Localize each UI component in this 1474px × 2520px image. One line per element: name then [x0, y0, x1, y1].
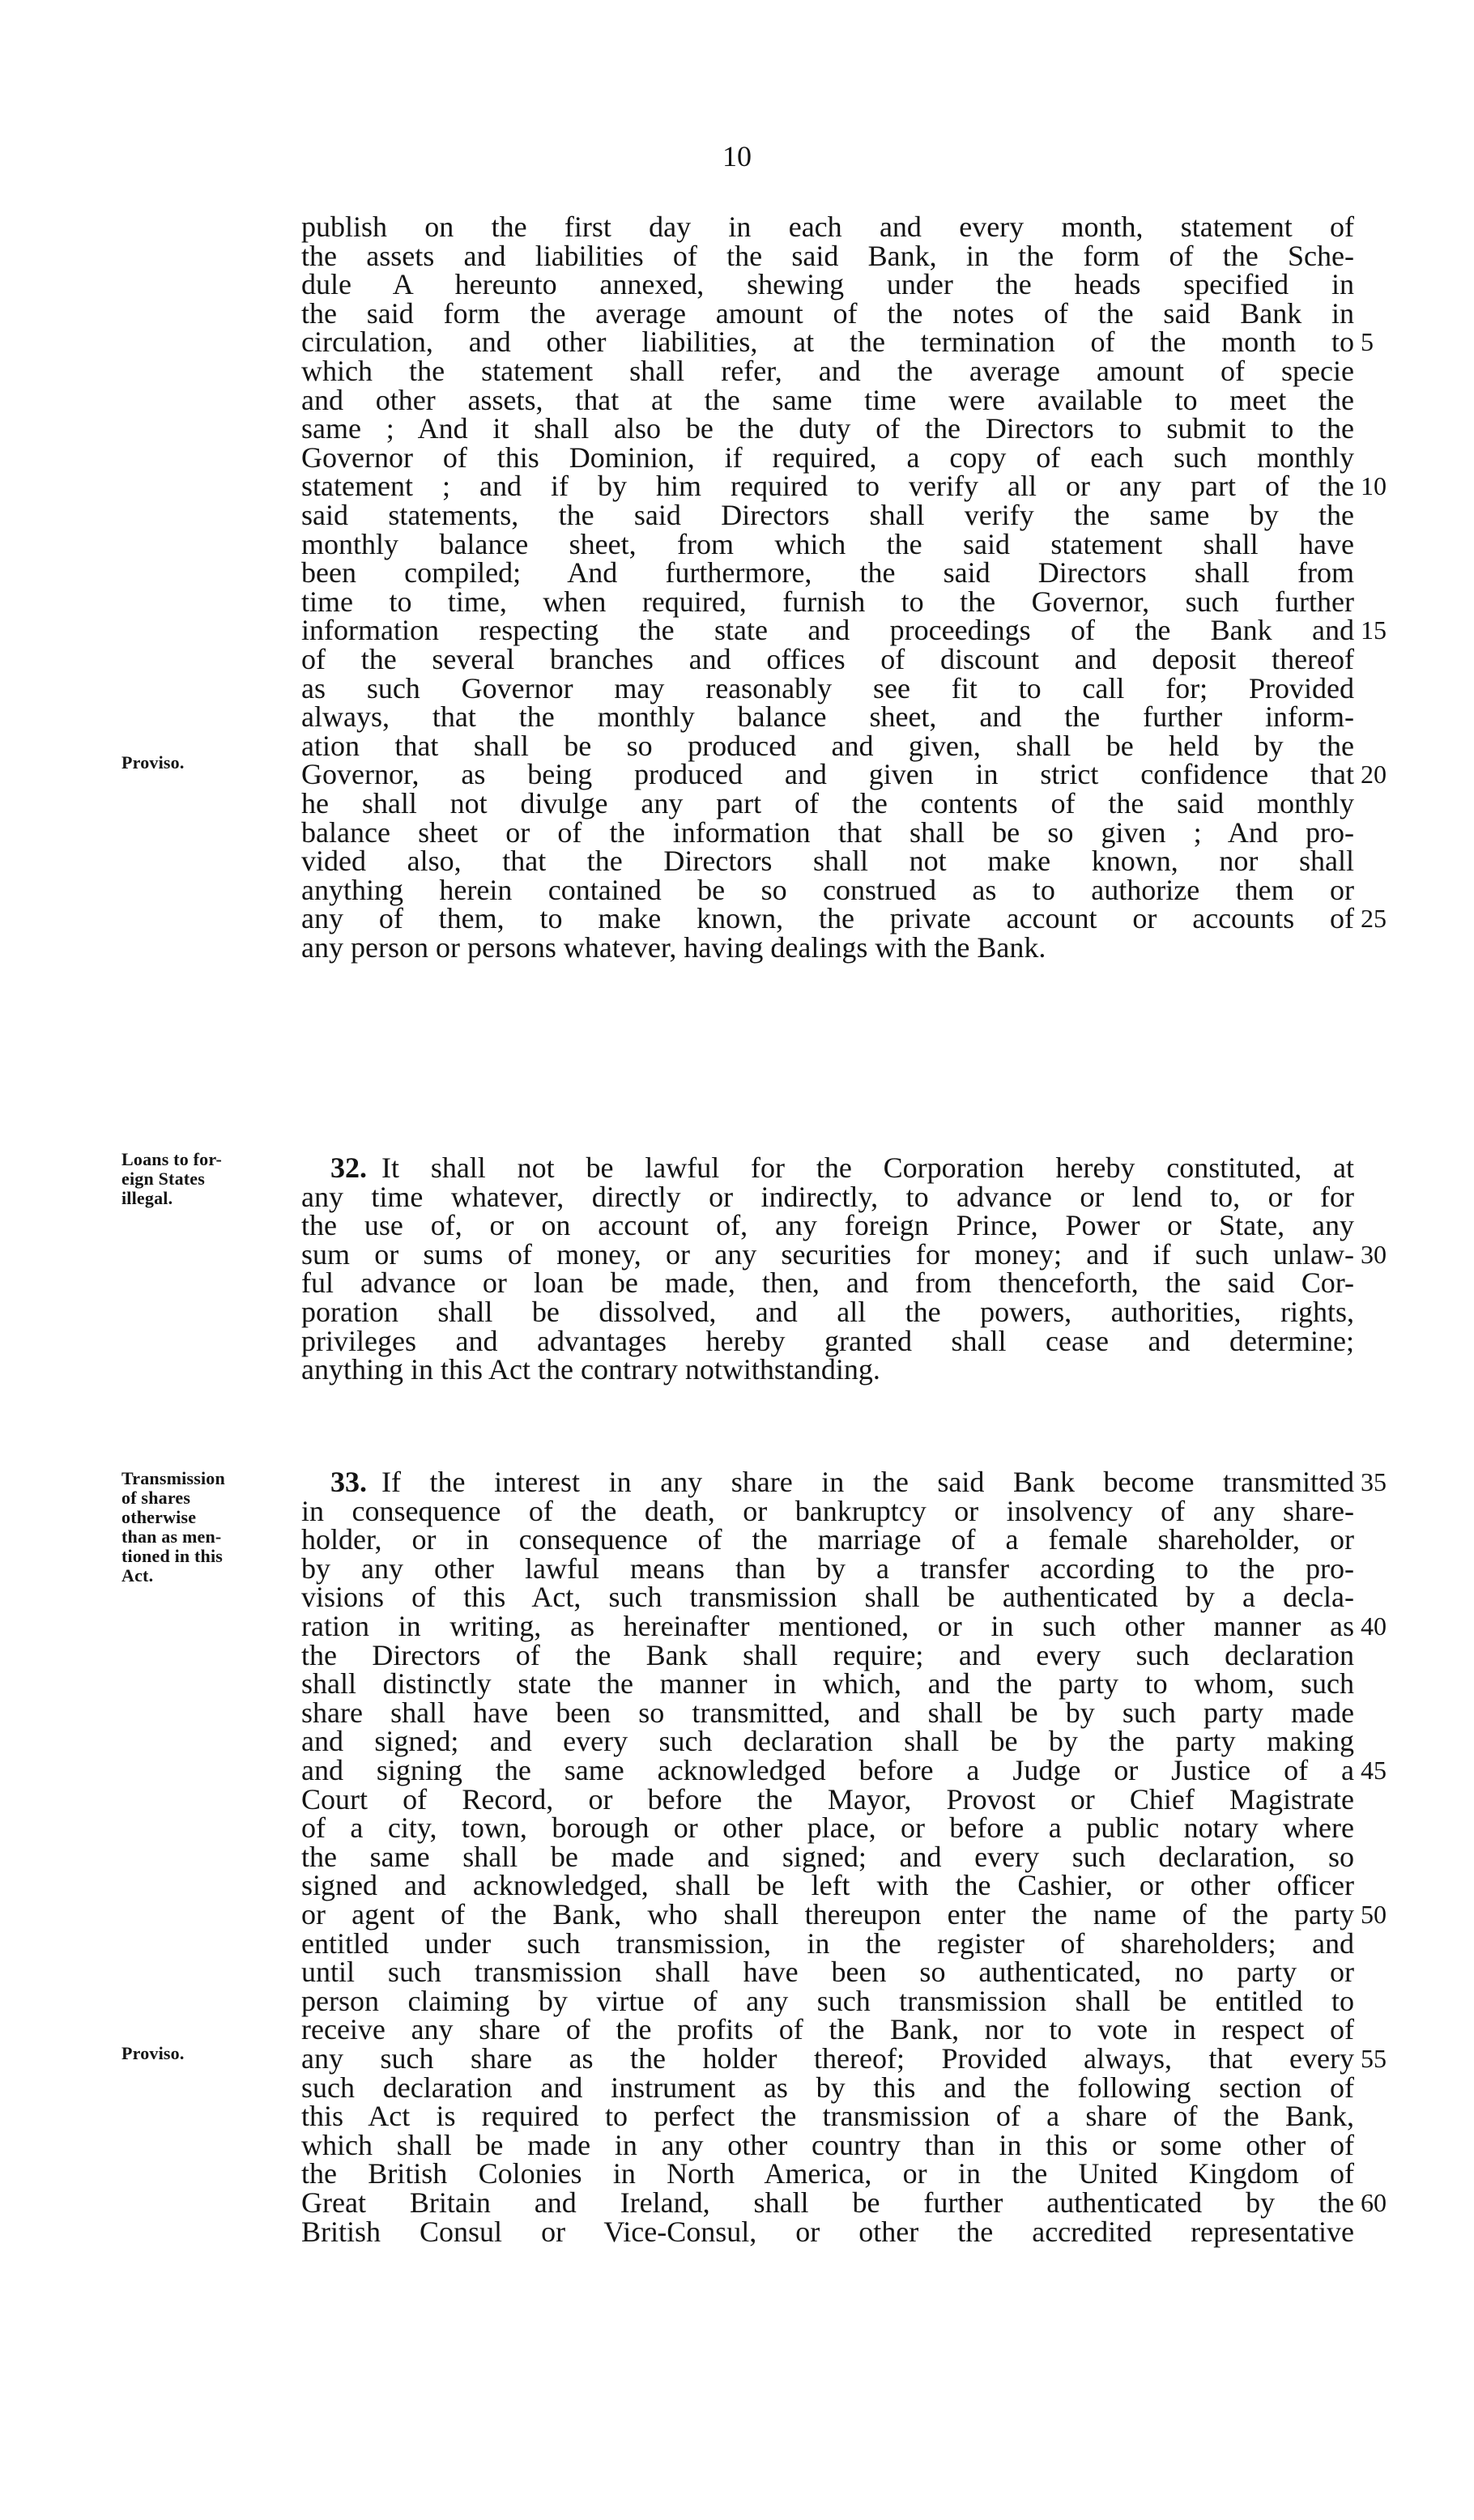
line-number: 25 — [1361, 904, 1387, 933]
text-line: which shall be made in any other country than in this or some other of — [301, 2128, 1354, 2161]
text-line: always, that the monthly balance sheet, and the further inform- — [301, 700, 1354, 734]
text-line: any such share as the holder thereof; Provided always, that every — [301, 2042, 1354, 2075]
text-line: of the several branches and offices of discount and deposit thereof — [301, 643, 1354, 675]
line-number: 40 — [1361, 1611, 1387, 1641]
section-number: 33. — [330, 1466, 367, 1498]
text-line: sum or sums of money, or any securities for money; and if such unlaw- — [301, 1237, 1354, 1271]
text-line: the said form the average amount of the notes of the said Bank in — [301, 296, 1354, 330]
text-line: he shall not divulge any part of the contents of the said monthly — [301, 787, 1354, 819]
section-32 — [301, 1153, 1354, 1388]
text-line: circulation, and other liabilities, at the termination of the month to — [301, 326, 1354, 359]
marginal-note-transmission — [121, 1469, 292, 1586]
text-line: any person or persons whatever, having dealings with the Bank. — [301, 931, 1046, 964]
text-line: this Act is required to perfect the transmission of a share of the Bank, — [301, 2100, 1354, 2133]
section-number: 32. — [330, 1151, 367, 1184]
text-line: Court of Record, or before the Mayor, Provost or Chief Magistrate — [301, 1782, 1354, 1816]
text-line: the British Colonies in North America, or in the United Kingdom of — [301, 2157, 1354, 2190]
text-line: Great Britain and Ireland, shall be further authenticated by the — [301, 2186, 1354, 2219]
marginal-note-line: than as men- — [121, 1526, 222, 1547]
text-line: which the statement shall refer, and the average amount of specie — [301, 355, 1354, 387]
section-33 — [301, 1467, 1354, 2253]
text-line: Governor of this Dominion, if required, a copy of each such monthly — [301, 441, 1354, 474]
text-line: by any other lawful means than by a transfer according to the pro- — [301, 1552, 1354, 1585]
text-line: or agent of the Bank, who shall thereupon enter the name of the party — [301, 1898, 1354, 1930]
marginal-note-line: eign States — [121, 1168, 206, 1189]
text-line — [301, 1153, 1354, 1182]
text-line: publish on the first day in each and every month, statement of — [301, 211, 1354, 243]
text-line: privileges and advantages hereby granted shall cease and determine; — [301, 1324, 1354, 1357]
text-line: been compiled; And furthermore, the said Directors shall from — [301, 556, 1354, 590]
text-line: the use of, or on account of, any foreign Prince, Power or State, any — [301, 1209, 1354, 1242]
text-line: signed and acknowledged, shall be left with the Cashier, or other officer — [301, 1869, 1354, 1902]
text-line: said statements, the said Directors shall verify the same by the — [301, 499, 1354, 531]
marginal-note-line: Transmission — [121, 1468, 225, 1488]
text-line: anything in this Act the contrary notwithstanding. — [301, 1353, 880, 1386]
line-number: 30 — [1361, 1240, 1387, 1269]
text-line: anything herein contained be so construed as to authorize them or — [301, 873, 1354, 906]
text-line: until such transmission shall have been so authenticated, no party or — [301, 1956, 1354, 1989]
marginal-note-line: Loans to for- — [121, 1149, 222, 1169]
text-line: visions of this Act, such transmission shall be authenticated by a decla- — [301, 1581, 1354, 1614]
marginal-note-line: illegal. — [121, 1188, 173, 1208]
line-number: 10 — [1361, 471, 1387, 500]
text-line: in consequence of the death, or bankruptcy or insolvency of any share- — [301, 1494, 1354, 1527]
text-line: holder, or in consequence of the marriage of a female shareholder, or — [301, 1523, 1354, 1556]
text-line: person claiming by virtue of any such transmission shall be entitled to — [301, 1984, 1354, 2017]
text-line: share shall have been so transmitted, and shall be by such party made — [301, 1696, 1354, 1729]
text-line-body: If the interest in any share in the said Bank become transmitted — [381, 1466, 1354, 1498]
marginal-note-line: otherwise — [121, 1507, 197, 1527]
paragraph-continuation — [301, 212, 1354, 965]
text-line: entitled under such transmission, in the register of shareholders; and — [301, 1926, 1354, 1960]
line-number: 20 — [1361, 760, 1387, 789]
line-number: 35 — [1361, 1467, 1387, 1496]
text-line: shall distinctly state the manner in which, and the party to whom, such — [301, 1667, 1354, 1701]
marginal-note-proviso — [121, 2044, 292, 2063]
marginal-note-loans — [121, 1150, 292, 1208]
text-line: ration in writing, as hereinafter mentioned, or in such other manner as — [301, 1610, 1354, 1642]
page-number: 10 — [722, 140, 752, 172]
text-line: same ; And it shall also be the duty of the Directors to submit to the — [301, 412, 1354, 445]
line-number: 50 — [1361, 1900, 1387, 1929]
marginal-note-line: tioned in this — [121, 1546, 224, 1566]
text-line: ful advance or loan be made, then, and from thenceforth, the said Cor- — [301, 1266, 1354, 1300]
text-line: vided also, that the Directors shall not make known, nor shall — [301, 845, 1354, 878]
text-line: information respecting the state and proceedings of the Bank and — [301, 614, 1354, 647]
text-line: as such Governor may reasonably see fit to call for; Provided — [301, 671, 1354, 704]
marginal-note-line: Act. — [121, 1565, 154, 1586]
line-number: 55 — [1361, 2044, 1387, 2073]
text-line: time to time, when required, furnish to the Governor, such further — [301, 585, 1354, 618]
text-line: ation that shall be so produced and given, shall be held by the — [301, 729, 1354, 762]
text-line — [301, 1467, 1354, 1496]
text-line: of a city, town, borough or other place, or before a public notary where — [301, 1811, 1354, 1845]
text-line: poration shall be dissolved, and all the powers, authorities, rights, — [301, 1296, 1354, 1328]
marginal-note-line: Proviso. — [121, 2043, 185, 2063]
text-line: and signing the same acknowledged before a Judge or Justice of a — [301, 1754, 1354, 1786]
marginal-note-line: Proviso. — [121, 752, 185, 773]
text-line: the Directors of the Bank shall require; and every such declaration — [301, 1638, 1354, 1671]
text-line: receive any share of the profits of the Bank, nor to vote in respect of — [301, 2013, 1354, 2046]
text-line: balance sheet or of the information that shall be so given ; And pro- — [301, 815, 1354, 849]
marginal-note-line: of shares — [121, 1488, 191, 1508]
text-line: any of them, to make known, the private account or accounts of — [301, 902, 1354, 935]
text-line: the assets and liabilities of the said Bank, in the form of the Sche- — [301, 239, 1354, 272]
text-line: monthly balance sheet, from which the said statement shall have — [301, 527, 1354, 560]
text-line: Governor, as being produced and given in strict confidence that — [301, 758, 1354, 791]
text-line: British Consul or Vice-Consul, or other the accredited representative — [301, 2215, 1354, 2248]
text-line: dule A hereunto annexed, shewing under the heads specified in — [301, 268, 1354, 301]
marginal-note-proviso — [121, 753, 292, 773]
line-number: 45 — [1361, 1756, 1387, 1785]
line-number: 60 — [1361, 2188, 1387, 2217]
line-number: 15 — [1361, 615, 1387, 645]
text-line: and other assets, that at the same time were available to meet the — [301, 383, 1354, 416]
text-line: any time whatever, directly or indirectly, to advance or lend to, or for — [301, 1180, 1354, 1213]
text-line-body: It shall not be lawful for the Corporation hereby constituted, at — [381, 1151, 1354, 1184]
text-line: statement ; and if by him required to verify all or any part of the — [301, 470, 1354, 503]
text-line: and signed; and every such declaration shall be by the party making — [301, 1725, 1354, 1758]
line-number: 5 — [1361, 327, 1374, 356]
text-line: the same shall be made and signed; and every such declaration, so — [301, 1840, 1354, 1873]
text-line: such declaration and instrument as by this and the following section of — [301, 2071, 1354, 2104]
